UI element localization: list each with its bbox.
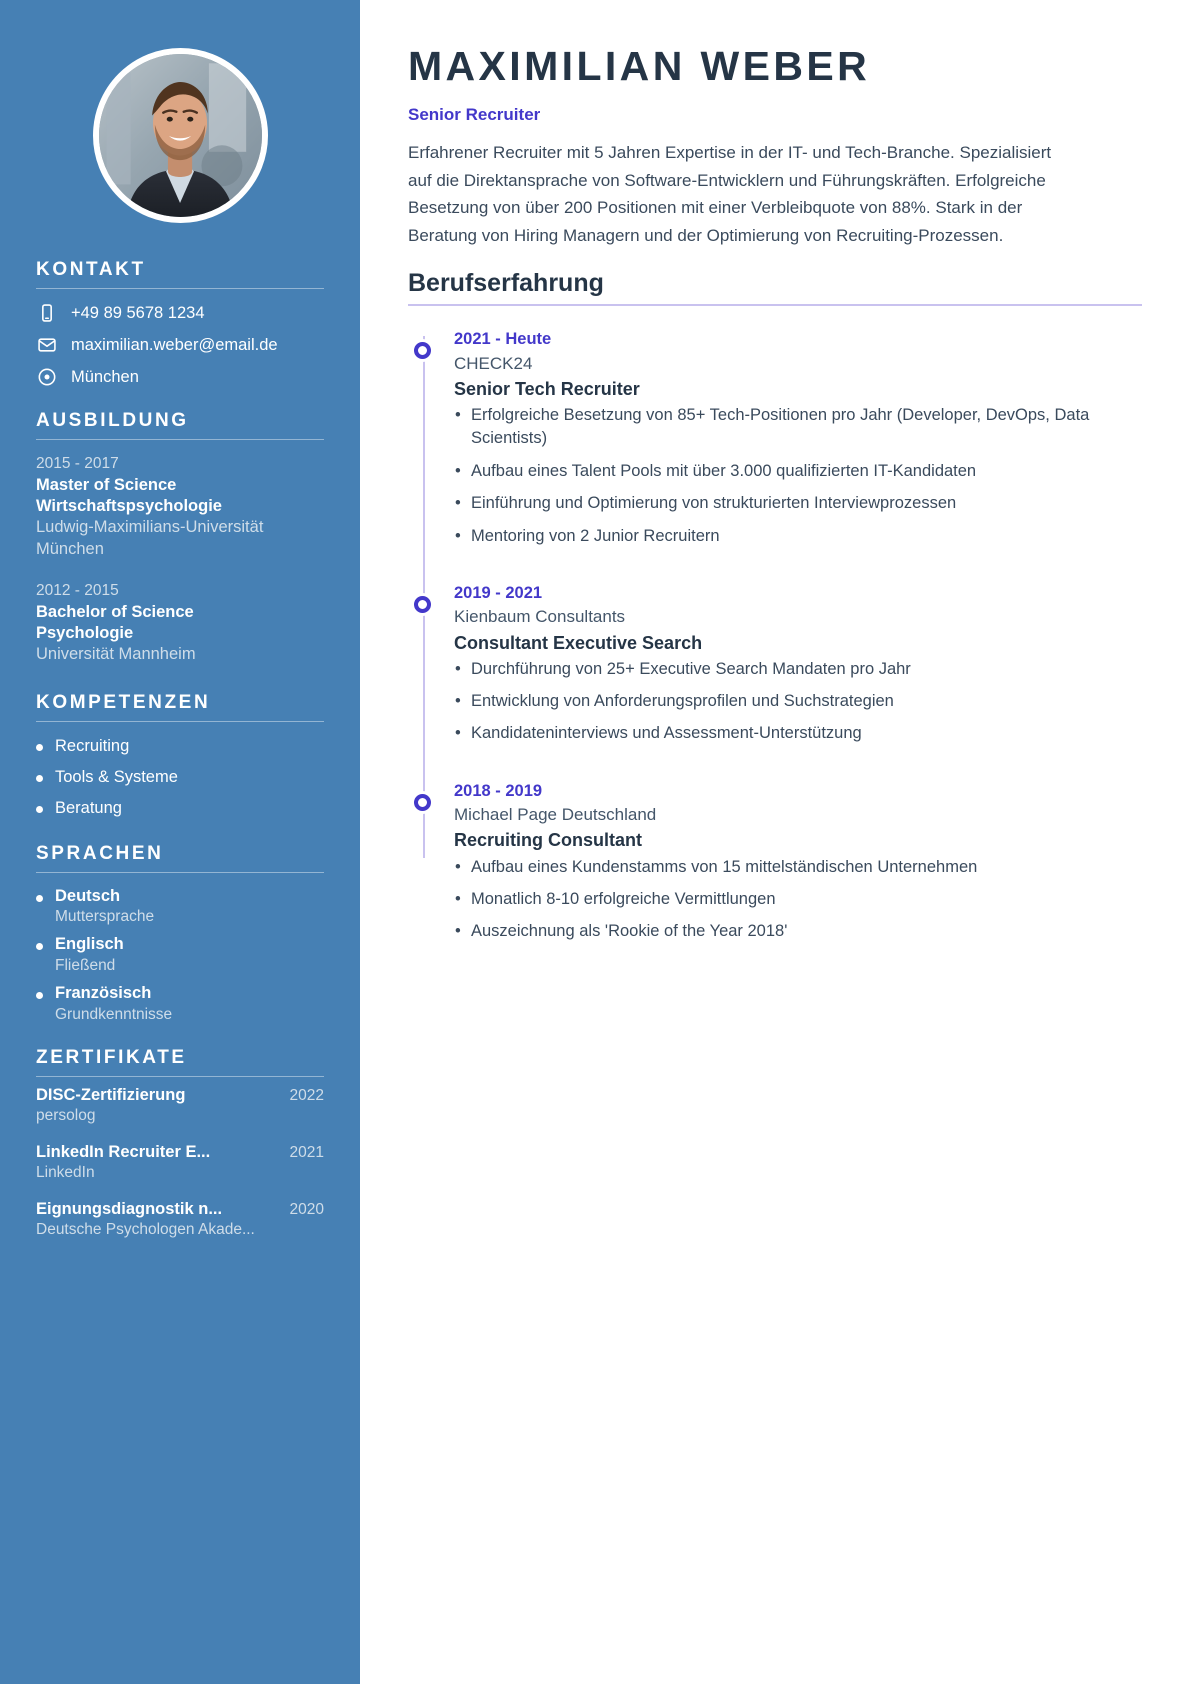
experience-bullet: • Kandidateninterviews und Assessment-Unterstützung bbox=[454, 722, 1142, 745]
experience-date: 2019 - 2021 bbox=[454, 583, 543, 602]
bullet-icon bbox=[36, 992, 43, 999]
experience-bullet: • Aufbau eines Talent Pools mit über 3.000 qualifizierten IT-Kandidaten bbox=[454, 460, 1142, 483]
education-item bbox=[36, 580, 324, 666]
certificate-name: LinkedIn Recruiter E... bbox=[36, 1142, 211, 1161]
phone-icon bbox=[36, 302, 58, 324]
location-icon bbox=[36, 366, 58, 388]
skill-item bbox=[36, 766, 324, 790]
contact-phone[interactable] bbox=[36, 302, 324, 324]
experience-position: Recruiting Consultant bbox=[454, 830, 642, 851]
experience-bullet: • Auszeichnung als 'Rookie of the Year 2018' bbox=[454, 920, 1142, 943]
skills-section bbox=[0, 692, 360, 821]
language-name: Deutsch bbox=[55, 886, 121, 905]
certificate-issuer: Deutsche Psychologen Akade... bbox=[36, 1220, 255, 1238]
experience-company: CHECK24 bbox=[454, 353, 533, 373]
language-level: Grundkenntnisse bbox=[55, 1005, 173, 1023]
language-item bbox=[36, 934, 324, 977]
experience-company: Kienbaum Consultants bbox=[454, 607, 626, 627]
contact-phone-value: +49 89 5678 1234 bbox=[71, 303, 205, 322]
education-institution: Ludwig-Maximilians-Universität München bbox=[36, 518, 264, 558]
skill-label: Beratung bbox=[55, 798, 122, 817]
skill-label: Tools & Systeme bbox=[55, 767, 178, 786]
experience-company: Michael Page Deutschland bbox=[454, 805, 657, 825]
divider bbox=[36, 721, 324, 722]
experience-bullet: • Einführung und Optimierung von strukturierten Interviewprozessen bbox=[454, 492, 1142, 515]
experience-item bbox=[454, 328, 1142, 548]
skill-item bbox=[36, 735, 324, 759]
experience-bullets bbox=[454, 856, 1142, 944]
experience-position: Senior Tech Recruiter bbox=[454, 378, 640, 399]
language-name: Englisch bbox=[55, 935, 124, 954]
bullet-icon bbox=[36, 775, 43, 782]
education-item bbox=[36, 453, 324, 560]
timeline-marker-icon bbox=[414, 596, 431, 613]
education-degree: Master of Science bbox=[36, 476, 177, 494]
bullet-icon bbox=[36, 806, 43, 813]
certificate-year: 2022 bbox=[289, 1087, 324, 1105]
language-name: Französisch bbox=[55, 983, 152, 1002]
education-institution: Universität Mannheim bbox=[36, 645, 196, 664]
certificate-year: 2020 bbox=[289, 1200, 324, 1218]
skills-heading: KOMPETENZEN bbox=[36, 691, 211, 713]
profile-photo-wrapper bbox=[0, 0, 360, 237]
bullet-icon bbox=[36, 744, 43, 751]
language-level: Muttersprache bbox=[55, 908, 155, 926]
email-icon bbox=[36, 334, 58, 356]
language-level: Fließend bbox=[55, 956, 116, 974]
contact-email[interactable] bbox=[36, 334, 324, 356]
education-date: 2012 - 2015 bbox=[36, 582, 119, 600]
divider bbox=[36, 1076, 324, 1077]
experience-bullets bbox=[454, 404, 1142, 548]
languages-section bbox=[0, 843, 360, 1026]
education-field: Wirtschaftspsychologie bbox=[36, 497, 222, 516]
experience-timeline bbox=[408, 328, 1142, 944]
experience-position: Consultant Executive Search bbox=[454, 632, 703, 653]
certificate-name: Eignungsdiagnostik n... bbox=[36, 1199, 223, 1218]
education-degree: Bachelor of Science bbox=[36, 603, 194, 622]
education-date: 2015 - 2017 bbox=[36, 455, 119, 472]
profile-summary: Erfahrener Recruiter mit 5 Jahren Expertise in der IT- und Tech-Branche. Spezialisiert auf die Direktansprache von Software-Entwicklern und Führungskräften. Erfolgreiche Besetzung von über 200 Positionen mit einer Verbleibquote von 88%. Stark in der Beratung von Hiring Managern und der Optimierung von Recruiting-Prozessen. bbox=[408, 143, 1052, 245]
education-section bbox=[0, 410, 360, 666]
skill-label: Recruiting bbox=[55, 736, 130, 755]
bullet-icon bbox=[36, 895, 43, 902]
section-divider bbox=[408, 304, 1142, 306]
experience-heading: Berufserfahrung bbox=[408, 269, 604, 298]
certificate-year: 2021 bbox=[289, 1143, 324, 1161]
certificate-item bbox=[36, 1200, 324, 1241]
experience-bullet: • Mentoring von 2 Junior Recruitern bbox=[454, 525, 1142, 548]
experience-item bbox=[454, 780, 1142, 944]
certificate-name: DISC-Zertifizierung bbox=[36, 1086, 186, 1105]
contact-location[interactable] bbox=[36, 366, 324, 388]
certificates-heading: ZERTIFIKATE bbox=[36, 1047, 187, 1069]
education-heading: AUSBILDUNG bbox=[36, 410, 189, 431]
experience-bullet: • Erfolgreiche Besetzung von 85+ Tech-Positionen pro Jahr (Developer, DevOps, Data Scientists) bbox=[454, 404, 1142, 451]
certificate-item bbox=[36, 1086, 324, 1127]
divider bbox=[36, 288, 324, 289]
experience-date: 2018 - 2019 bbox=[454, 781, 543, 800]
language-item bbox=[36, 886, 324, 929]
job-role: Senior Recruiter bbox=[408, 105, 541, 125]
certificates-section bbox=[0, 1047, 360, 1240]
experience-item bbox=[454, 582, 1142, 746]
experience-bullet: • Aufbau eines Kundenstamms von 15 mittelständischen Unternehmen bbox=[454, 856, 1142, 879]
education-field: Psychologie bbox=[36, 624, 134, 643]
contact-location-value: München bbox=[71, 367, 139, 386]
certificate-issuer: LinkedIn bbox=[36, 1163, 95, 1181]
experience-bullets bbox=[454, 658, 1142, 746]
contact-email-value: maximilian.weber@email.de bbox=[71, 335, 278, 354]
experience-bullet: • Monatlich 8-10 erfolgreiche Vermittlungen bbox=[454, 888, 1142, 911]
timeline-marker-icon bbox=[414, 342, 431, 359]
page-title: MAXIMILIAN WEBER bbox=[408, 43, 871, 89]
profile-photo bbox=[93, 48, 268, 223]
certificate-item bbox=[36, 1143, 324, 1184]
experience-date: 2021 - Heute bbox=[454, 330, 552, 349]
bullet-icon bbox=[36, 943, 43, 950]
language-item bbox=[36, 983, 324, 1026]
certificate-issuer: persolog bbox=[36, 1107, 96, 1125]
languages-heading: SPRACHEN bbox=[36, 842, 164, 864]
skill-item bbox=[36, 797, 324, 821]
divider bbox=[36, 872, 324, 873]
contact-heading: KONTAKT bbox=[36, 259, 146, 280]
timeline-marker-icon bbox=[414, 794, 431, 811]
experience-bullet: • Entwicklung von Anforderungsprofilen und Suchstrategien bbox=[454, 690, 1142, 713]
contact-section bbox=[0, 259, 360, 388]
sidebar bbox=[0, 0, 360, 1684]
main-content bbox=[360, 0, 1190, 1684]
experience-bullet: • Durchführung von 25+ Executive Search Mandaten pro Jahr bbox=[454, 658, 1142, 681]
divider bbox=[36, 439, 324, 440]
